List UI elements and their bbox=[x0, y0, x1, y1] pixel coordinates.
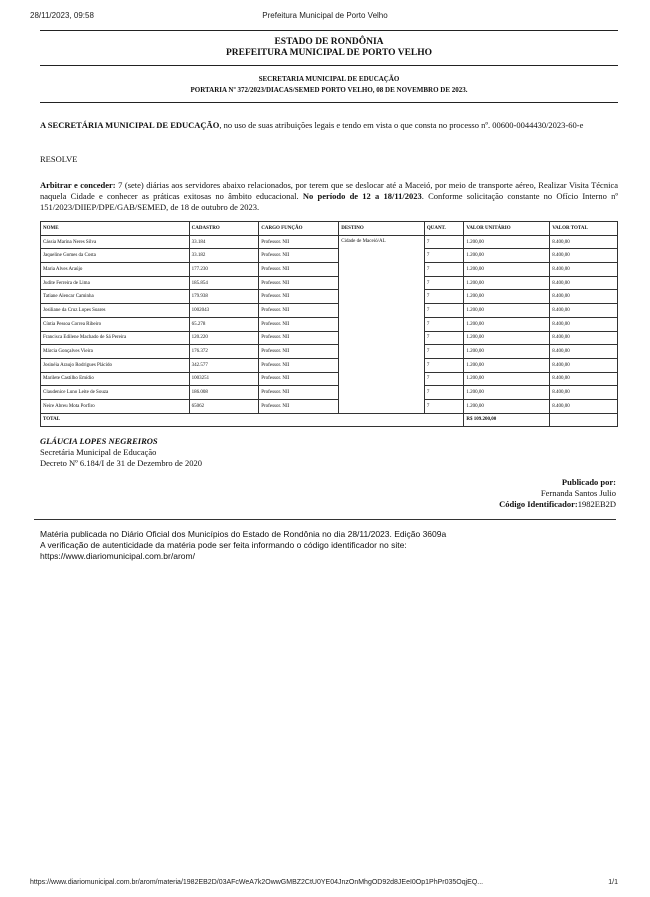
col-valor-total: VALOR TOTAL bbox=[550, 222, 618, 236]
table-row bbox=[41, 317, 618, 331]
cell-valor-total: 8.400,00 bbox=[550, 249, 618, 263]
table-row bbox=[41, 290, 618, 304]
cell-valor-unitario: 1.200,00 bbox=[464, 331, 550, 345]
decision-period: No período de 12 a 18/11/2023 bbox=[302, 191, 422, 201]
cell-nome: Judite Ferreira de Lima bbox=[41, 276, 190, 290]
secretariat-name: SECRETARIA MUNICIPAL DE EDUCAÇÃO bbox=[258, 75, 400, 83]
table-row bbox=[41, 304, 618, 318]
cell-valor-total: 8.400,00 bbox=[550, 235, 618, 249]
cell-valor-total: 8.400,00 bbox=[550, 399, 618, 413]
cell-valor-unitario: 1.200,00 bbox=[464, 249, 550, 263]
col-valor-unitario: VALOR UNITÁRIO bbox=[464, 222, 550, 236]
cell-nome: Marilete Castilho Emídio bbox=[41, 372, 190, 386]
cell-nome: Maria Alves Araújo bbox=[41, 263, 190, 277]
cell-cadastro: 120.220 bbox=[189, 331, 259, 345]
cell-valor-total: 8.400,00 bbox=[550, 331, 618, 345]
table-row bbox=[41, 235, 618, 249]
publisher-block bbox=[499, 477, 616, 510]
print-page-title: Prefeitura Municipal de Porto Velho bbox=[262, 11, 388, 20]
cell-quant: 7 bbox=[424, 276, 464, 290]
cell-cargo: Professor. NII bbox=[259, 304, 339, 318]
resolve-label: RESOLVE bbox=[40, 154, 78, 164]
cell-valor-unitario: 1.200,00 bbox=[464, 276, 550, 290]
ordinance-title: PORTARIA Nº 372/2023/DIACAS/SEMED PORTO VELHO, 08 DE NOVEMBRO DE 2023. bbox=[190, 86, 468, 94]
decision-text-1: 7 (sete) diárias aos servidores abaixo relacionados, por terem que se deslocar até a Maceió, por meio de transporte aéreo, Realizar Visita Técnica naquela Cidade e conhecer as práticas exitosas no âmbito educacional. bbox=[40, 180, 618, 201]
cell-cadastro: 186.008 bbox=[189, 386, 259, 400]
cell-valor-unitario: 1.200,00 bbox=[464, 358, 550, 372]
cell-cargo: Professor. NII bbox=[259, 263, 339, 277]
code-label: Código Identificador: bbox=[499, 499, 578, 509]
cell-valor-total: 8.400,00 bbox=[550, 304, 618, 318]
table-row bbox=[41, 331, 618, 345]
cell-cargo: Professor. NII bbox=[259, 317, 339, 331]
cell-cargo: Professor. NII bbox=[259, 331, 339, 345]
cell-cadastro: 33.182 bbox=[189, 249, 259, 263]
cell-destino: Cidade de Maceió/AL bbox=[339, 235, 425, 413]
signatory-role: Secretária Municipal de Educação bbox=[40, 447, 157, 457]
cell-cadastro: 1003251 bbox=[189, 372, 259, 386]
table-row bbox=[41, 358, 618, 372]
cell-cadastro: 177.230 bbox=[189, 263, 259, 277]
col-quant: QUANT. bbox=[424, 222, 464, 236]
cell-cargo: Professor. NII bbox=[259, 249, 339, 263]
print-header bbox=[0, 0, 650, 30]
table-header-row bbox=[41, 222, 618, 236]
cell-quant: 7 bbox=[424, 304, 464, 318]
cell-cadastro: 185.854 bbox=[189, 276, 259, 290]
intro-bold: A SECRETÁRIA MUNICIPAL DE EDUCAÇÃO bbox=[40, 120, 220, 130]
cell-nome: Josinéia Araujo Rodrigues Plácido bbox=[41, 358, 190, 372]
cell-cargo: Professor. NII bbox=[259, 399, 339, 413]
cell-valor-total: 8.400,00 bbox=[550, 276, 618, 290]
cell-cadastro: 342.577 bbox=[189, 358, 259, 372]
cell-nome: Cíntia Pessoa Correa Ribeiro bbox=[41, 317, 190, 331]
print-datetime: 28/11/2023, 09:58 bbox=[30, 11, 94, 20]
cell-nome: Jaqueline Gomes da Costa bbox=[41, 249, 190, 263]
signatory-decree: Decreto Nº 6.184/I de 31 de Dezembro de 2020 bbox=[40, 458, 202, 468]
cell-nome: Francisca Edilene Machado de Sá Pereira bbox=[41, 331, 190, 345]
cell-valor-total: 8.400,00 bbox=[550, 386, 618, 400]
cell-nome: Josiliane da Cruz Lopes Soares bbox=[41, 304, 190, 318]
table-row bbox=[41, 399, 618, 413]
total-value: R$ 109.200,00 bbox=[464, 413, 550, 427]
cell-valor-unitario: 1.200,00 bbox=[464, 263, 550, 277]
decision-paragraph bbox=[40, 180, 618, 213]
intro-text: , no uso de suas atribuições legais e tendo em vista o que consta no processo nº. 00600-0044430/2023-60-e bbox=[219, 120, 584, 130]
published-by-label: Publicado por: bbox=[561, 477, 616, 487]
publication-note bbox=[40, 529, 620, 562]
cell-valor-unitario: 1.200,00 bbox=[464, 304, 550, 318]
cell-quant: 7 bbox=[424, 290, 464, 304]
col-nome: NOME bbox=[41, 222, 190, 236]
cell-cargo: Professor. NII bbox=[259, 372, 339, 386]
cell-quant: 7 bbox=[424, 386, 464, 400]
identifier-code: 1982EB2D bbox=[577, 499, 616, 509]
cell-valor-unitario: 1.200,00 bbox=[464, 235, 550, 249]
intro-paragraph bbox=[40, 120, 618, 131]
state-name: ESTADO DE RONDÔNIA bbox=[274, 37, 384, 47]
cell-valor-unitario: 1.200,00 bbox=[464, 290, 550, 304]
table-row bbox=[41, 263, 618, 277]
cell-cadastro: 65062 bbox=[189, 399, 259, 413]
publication-line: Matéria publicada no Diário Oficial dos Municípios do Estado de Rondônia no dia 28/11/2023. Edição 3609a bbox=[40, 529, 447, 539]
table-row bbox=[41, 276, 618, 290]
col-cargo: CARGO FUNÇÃO bbox=[259, 222, 339, 236]
verification-site-link[interactable]: https://www.diariomunicipal.com.br/arom/ bbox=[40, 551, 195, 561]
cell-quant: 7 bbox=[424, 331, 464, 345]
cell-cargo: Professor. NII bbox=[259, 345, 339, 359]
cell-valor-unitario: 1.200,00 bbox=[464, 345, 550, 359]
section-header bbox=[40, 70, 618, 103]
decision-text-2: . Conforme solicitação constante no Ofício Interno nº 151/2023/DIIEP/DPE/GAB/SEMED, de 18 de outubro de 2023. bbox=[40, 191, 618, 212]
cell-valor-total: 8.400,00 bbox=[550, 345, 618, 359]
print-page-number: 1/1 bbox=[608, 879, 618, 886]
cell-valor-total: 8.400,00 bbox=[550, 290, 618, 304]
cell-cargo: Professor. NII bbox=[259, 290, 339, 304]
cell-cargo: Professor. NII bbox=[259, 276, 339, 290]
cell-quant: 7 bbox=[424, 345, 464, 359]
cell-nome: Tatiane Alencar Caminha bbox=[41, 290, 190, 304]
table-row bbox=[41, 345, 618, 359]
cell-cadastro: 176.372 bbox=[189, 345, 259, 359]
cell-quant: 7 bbox=[424, 317, 464, 331]
footer-divider bbox=[34, 519, 616, 520]
cell-valor-unitario: 1.200,00 bbox=[464, 372, 550, 386]
verification-line: A verificação de autenticidade da matéria pode ser feita informando o código identificador no site: bbox=[40, 540, 407, 550]
decision-bold-1: Arbitrar e conceder: bbox=[40, 180, 116, 190]
cell-quant: 7 bbox=[424, 263, 464, 277]
publisher-name: Fernanda Santos Julio bbox=[540, 488, 616, 498]
cell-quant: 7 bbox=[424, 235, 464, 249]
table-row bbox=[41, 372, 618, 386]
print-url: https://www.diariomunicipal.com.br/arom/materia/1982EB2D/03AFcWeA7k2OwwGMBZ2CtU0YE04JnzOnMhgOD92d8JEeI0Op1PhPr035OqjEQ... bbox=[30, 879, 484, 886]
cell-cadastro: 33.184 bbox=[189, 235, 259, 249]
cell-quant: 7 bbox=[424, 372, 464, 386]
cell-quant: 7 bbox=[424, 399, 464, 413]
cell-valor-unitario: 1.200,00 bbox=[464, 399, 550, 413]
table-row bbox=[41, 386, 618, 400]
total-label: TOTAL bbox=[41, 413, 464, 427]
cell-valor-total: 8.400,00 bbox=[550, 358, 618, 372]
cell-valor-total: 8.400,00 bbox=[550, 372, 618, 386]
cell-nome: Claudenice Luno Leite de Souza bbox=[41, 386, 190, 400]
cell-cargo: Professor. NII bbox=[259, 386, 339, 400]
cell-quant: 7 bbox=[424, 358, 464, 372]
table-total-row bbox=[41, 413, 618, 427]
prefecture-name: PREFEITURA MUNICIPAL DE PORTO VELHO bbox=[225, 48, 433, 58]
cell-valor-unitario: 1.200,00 bbox=[464, 317, 550, 331]
cell-cargo: Professor. NII bbox=[259, 358, 339, 372]
cell-nome: Márcia Gonçalves Vieira bbox=[41, 345, 190, 359]
cell-nome: Neire Abreu Mota Porfiro bbox=[41, 399, 190, 413]
cell-cadastro: 179.938 bbox=[189, 290, 259, 304]
signatory-name: GLÁUCIA LOPES NEGREIROS bbox=[40, 436, 158, 446]
col-cadastro: CADASTRO bbox=[189, 222, 259, 236]
cell-cadastro: 1002043 bbox=[189, 304, 259, 318]
cell-nome: Cássia Marina Neres Silva bbox=[41, 235, 190, 249]
cell-quant: 7 bbox=[424, 249, 464, 263]
total-empty bbox=[550, 413, 618, 427]
cell-valor-unitario: 1.200,00 bbox=[464, 386, 550, 400]
cell-cargo: Professor. NII bbox=[259, 235, 339, 249]
table-row bbox=[41, 249, 618, 263]
signature-block bbox=[40, 436, 202, 469]
col-destino: DESTINO bbox=[339, 222, 425, 236]
document-header bbox=[40, 30, 618, 66]
cell-cadastro: 65.278 bbox=[189, 317, 259, 331]
per-diem-table bbox=[40, 221, 618, 427]
cell-valor-total: 8.400,00 bbox=[550, 263, 618, 277]
cell-valor-total: 8.400,00 bbox=[550, 317, 618, 331]
